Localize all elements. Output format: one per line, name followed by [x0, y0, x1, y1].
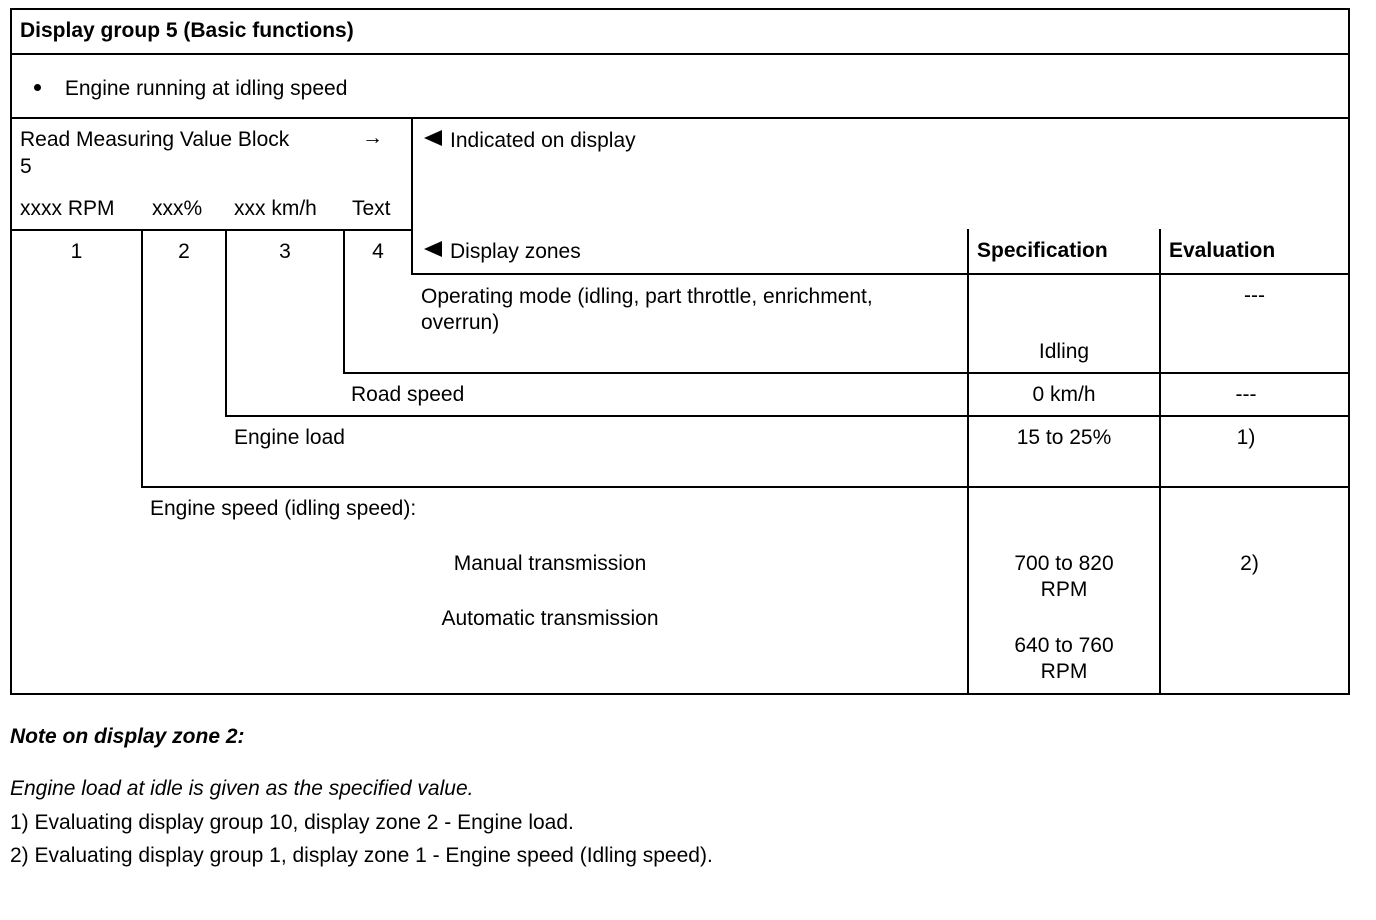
manual-transmission-label: Manual transmission [453, 552, 647, 575]
automatic-spec: 640 to 760 [1014, 634, 1114, 657]
read-block-label: Read Measuring Value Block [20, 128, 290, 151]
pointer-left-icon [424, 130, 442, 146]
zone-number: 2 [178, 240, 190, 263]
field-kmh: xxx km/h [234, 197, 317, 220]
engine-speed-eval: 2) [1240, 552, 1259, 575]
manual-spec-unit: RPM [1040, 578, 1088, 601]
footnote-1: 1) Evaluating display group 10, display zone 2 - Engine load. [10, 811, 574, 834]
note-heading: Note on display zone 2: [10, 725, 245, 748]
display-group-title: Display group 5 (Basic functions) [20, 19, 354, 42]
zone-number: 4 [372, 240, 384, 263]
zone-number: 3 [279, 240, 291, 263]
automatic-transmission-label: Automatic transmission [441, 607, 659, 630]
right-arrow-icon: → [362, 126, 383, 149]
pointer-left-icon [424, 241, 442, 257]
operating-mode-label: Operating mode (idling, part throttle, enrichment, [421, 285, 873, 308]
note-line: Engine load at idle is given as the specified value. [10, 777, 474, 800]
condition-text: Engine running at idling speed [64, 77, 348, 100]
engine-load-label: Engine load [234, 426, 345, 449]
operating-mode-label-cont: overrun) [421, 311, 500, 334]
operating-mode-eval: --- [1244, 284, 1265, 307]
engine-load-eval: 1) [1236, 426, 1256, 449]
display-zones-header: Display zones [424, 240, 581, 264]
evaluation-header: Evaluation [1169, 239, 1276, 262]
road-speed-eval: --- [1235, 383, 1257, 406]
footnote-2: 2) Evaluating display group 1, display zone 1 - Engine speed (Idling speed). [10, 844, 713, 867]
road-speed-label: Road speed [351, 383, 465, 406]
field-text: Text [352, 197, 391, 220]
indicated-on-display: Indicated on display [424, 129, 636, 153]
specification-header: Specification [977, 239, 1108, 262]
automatic-spec-unit: RPM [1040, 660, 1088, 683]
condition-row [34, 77, 347, 101]
operating-mode-spec: Idling [1038, 340, 1090, 363]
bullet-icon [34, 84, 41, 91]
engine-speed-label: Engine speed (idling speed): [150, 497, 417, 520]
zone-number: 1 [70, 240, 83, 263]
road-speed-spec: 0 km/h [1032, 383, 1096, 406]
manual-spec: 700 to 820 [1014, 552, 1114, 575]
field-percent: xxx% [152, 197, 203, 220]
field-rpm: xxxx RPM [20, 197, 115, 220]
read-block-number: 5 [20, 155, 32, 178]
engine-load-spec: 15 to 25% [1016, 426, 1112, 449]
